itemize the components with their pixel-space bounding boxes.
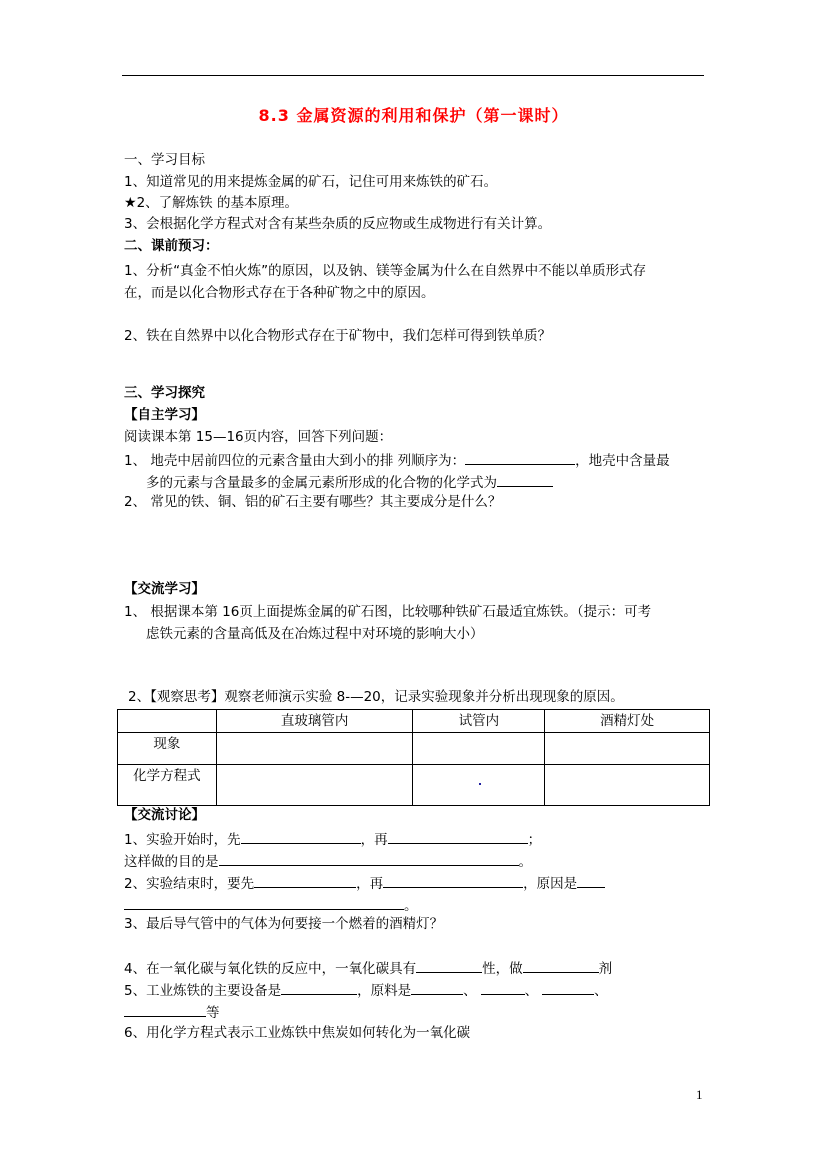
- answer-blank[interactable]: [481, 980, 525, 995]
- table-header-cell: 酒精灯处: [545, 710, 710, 733]
- row-label: 化学方程式: [118, 765, 217, 806]
- document-title: 8.3 金属资源的利用和保护（第一课时）: [258, 106, 569, 125]
- q-text: 5、工业炼铁的主要设备是: [124, 983, 282, 999]
- table-header-cell: 直玻璃管内: [216, 710, 413, 733]
- answer-blank[interactable]: [383, 873, 523, 888]
- table-header-cell: [118, 710, 217, 733]
- q1-mid: ，地壳中含量最: [575, 453, 670, 469]
- self-study-intro: 阅读课本第 15—16页内容，回答下列问题：: [124, 429, 393, 445]
- q-text: ，再: [356, 876, 384, 892]
- answer-blank[interactable]: [388, 829, 528, 844]
- goal-item-3: 3、会根据化学方程式对含有某些杂质的反应物或生成物进行有关计算。: [124, 216, 552, 232]
- q-text: 剂: [598, 961, 613, 977]
- answer-blank[interactable]: [465, 450, 575, 465]
- q-text: ，再: [360, 832, 388, 848]
- q-text: 2、实验结束时，要先: [124, 876, 255, 892]
- self-study-heading: 【自主学习】: [124, 407, 205, 423]
- q-text: 性，做: [482, 961, 523, 977]
- stray-mark: [479, 783, 481, 785]
- q-text: 、: [524, 983, 539, 999]
- q-text: ，原料是: [357, 983, 412, 999]
- q-text: ，原因是: [523, 876, 578, 892]
- exchange-q2: 2、【观察思考】观察老师演示实验 8-—20，记录实验现象并分析出现现象的原因。: [128, 689, 624, 705]
- table-cell[interactable]: [216, 733, 413, 765]
- discussion-q6: 6、用化学方程式表示工业炼铁中焦炭如何转化为一氧化碳: [124, 1025, 471, 1041]
- self-study-q2: 2、 常见的铁、铜、铝的矿石主要有哪些？其主要成分是什么？: [124, 494, 502, 510]
- table-row: [118, 765, 710, 806]
- answer-blank[interactable]: [542, 980, 594, 995]
- answer-blank[interactable]: [497, 472, 553, 487]
- q1-prefix: 1、 地壳中居前四位的元素含量由大到小的排 列顺序为：: [124, 453, 466, 469]
- answer-blank[interactable]: [241, 829, 361, 844]
- table-header-row: [118, 710, 710, 733]
- q-text: 4、在一氧化碳与氧化铁的反应中，一氧化碳具有: [124, 961, 417, 977]
- q-text: 、: [463, 983, 477, 999]
- answer-blank[interactable]: [523, 958, 599, 973]
- answer-blank[interactable]: [124, 1002, 206, 1017]
- star-icon: ★: [124, 195, 137, 211]
- answer-blank[interactable]: [281, 980, 357, 995]
- discussion-q4: [124, 958, 612, 978]
- self-study-q1-line1: [124, 450, 670, 470]
- discussion-q3: 3、最后导气管中的气体为何要接一个燃着的酒精灯？: [124, 916, 444, 932]
- section-heading-preview: 二、课前预习：: [124, 238, 219, 254]
- q-text: 1、实验开始时，先: [124, 832, 241, 848]
- answer-blank[interactable]: [219, 851, 519, 866]
- answer-blank[interactable]: [411, 980, 463, 995]
- section-heading-goals: 一、学习目标: [124, 152, 205, 168]
- q-text: 。: [404, 898, 418, 914]
- answer-blank[interactable]: [254, 873, 356, 888]
- table-cell[interactable]: [545, 765, 710, 806]
- table-row: [118, 733, 710, 765]
- discussion-q2-line2: [124, 895, 418, 915]
- discussion-q1-line2: [124, 851, 532, 871]
- answer-blank[interactable]: [416, 958, 482, 973]
- answer-blank[interactable]: [124, 895, 404, 910]
- self-study-q1-line2: [146, 472, 553, 492]
- goal-item-2-text: 2、了解炼铁 的基本原理。: [136, 195, 298, 211]
- discussion-heading: 【交流讨论】: [124, 807, 205, 823]
- exchange-q1-line2: 虑铁元素的含量高低及在冶炼过程中对环境的影响大小）: [146, 626, 484, 642]
- preview-q1-line2: 在，而是以化合物形式存在于各种矿物之中的原因。: [124, 285, 435, 301]
- discussion-q2-line1: [124, 873, 605, 893]
- q-text: 、: [594, 983, 608, 999]
- discussion-q5-line2: [124, 1002, 220, 1022]
- q1-line2: 多的元素与含量最多的金属元素所形成的化合物的化学式为: [146, 475, 497, 491]
- discussion-q5-line1: [124, 980, 608, 1000]
- q-text: 等: [206, 1005, 220, 1021]
- page-number: 1: [696, 1087, 703, 1102]
- observation-table: [117, 709, 710, 806]
- section-heading-explore: 三、学习探究: [124, 385, 205, 401]
- preview-q2: 2、铁在自然界中以化合物形式存在于矿物中，我们怎样可得到铁单质？: [124, 328, 552, 344]
- table-header-cell: 试管内: [413, 710, 545, 733]
- answer-blank[interactable]: [577, 873, 605, 888]
- table-cell[interactable]: [545, 733, 710, 765]
- preview-q1-line1: 1、分析“真金不怕火炼”的原因，以及钠、镁等金属为什么在自然界中不能以单质形式存: [124, 263, 647, 279]
- goal-item-1: 1、知道常见的用来提炼金属的矿石，记住可用来炼铁的矿石。: [124, 174, 498, 190]
- q-text: 。: [518, 854, 532, 870]
- q-text: ；: [527, 832, 542, 848]
- table-cell[interactable]: [413, 733, 545, 765]
- goal-item-2: [124, 194, 298, 212]
- exchange-study-heading: 【交流学习】: [124, 581, 205, 597]
- row-label: 现象: [118, 733, 217, 765]
- header-rule: [122, 75, 704, 76]
- q-text: 这样做的目的是: [124, 854, 219, 870]
- table-cell[interactable]: [216, 765, 413, 806]
- discussion-q1-line1: [124, 829, 541, 849]
- exchange-q1-line1: 1、 根据课本第 16页上面提炼金属的矿石图，比较哪种铁矿石最适宜炼铁。（提示：可考: [124, 604, 652, 620]
- table-cell[interactable]: [413, 765, 545, 806]
